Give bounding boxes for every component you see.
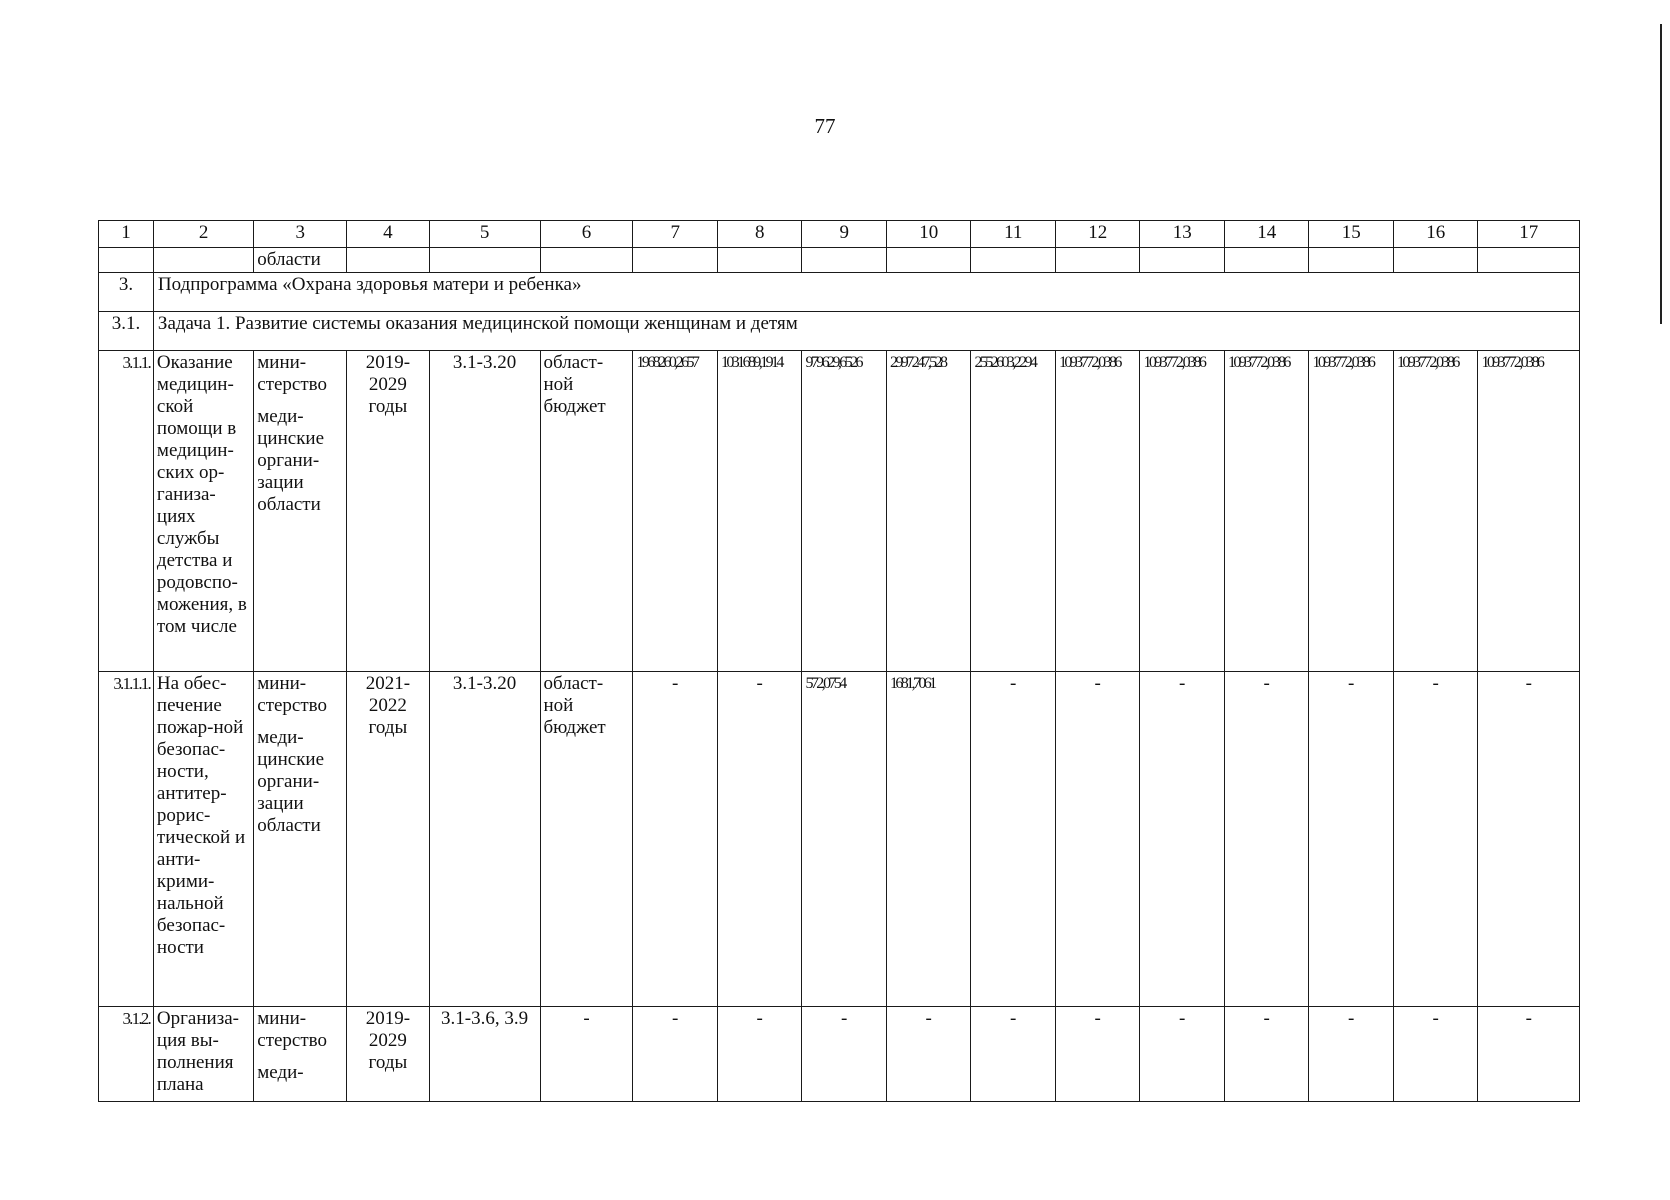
value-cell: 2997247,528 <box>886 351 971 672</box>
period: 2019-2029 годы <box>347 1007 429 1102</box>
value-cell: 1093772,0386 <box>1478 351 1580 672</box>
funding-source: област-ной бюджет <box>540 351 633 672</box>
value-cell: 1093772,0386 <box>1224 351 1309 672</box>
column-header: 6 <box>540 221 633 248</box>
column-header: 5 <box>429 221 540 248</box>
value-cell: - <box>633 1007 718 1102</box>
column-header: 1 <box>99 221 154 248</box>
executor-organizations: меди-цинские органи-зации области <box>257 406 325 515</box>
task-row <box>99 312 1580 351</box>
column-header: 7 <box>633 221 718 248</box>
value-cell: - <box>1055 672 1140 1007</box>
value-cell: 1093772,0386 <box>1140 351 1225 672</box>
funding-source: област-ной бюджет <box>540 672 633 1007</box>
indicators: 3.1-3.20 <box>429 351 540 672</box>
value-cell: - <box>802 1007 887 1102</box>
column-header: 9 <box>802 221 887 248</box>
executor-cell <box>254 351 347 672</box>
program-table <box>98 220 1580 1102</box>
value-cell: - <box>1393 1007 1478 1102</box>
executor-ministry: мини-стерство <box>257 352 328 395</box>
table-row <box>99 1007 1580 1102</box>
value-cell: 1968260,2657 <box>633 351 718 672</box>
row-number: 3.1.1.1. <box>99 672 154 1007</box>
page-number: 77 <box>814 114 836 138</box>
row-number: 3.1.1. <box>99 351 154 672</box>
value-cell: 2552603,2294 <box>971 351 1056 672</box>
value-cell: - <box>1224 1007 1309 1102</box>
value-cell: 1681,7061 <box>886 672 971 1007</box>
executor-ministry: мини-стерство <box>257 673 328 716</box>
column-header: 16 <box>1393 221 1478 248</box>
value-cell: - <box>717 1007 802 1102</box>
executor-ministry: мини-стерство <box>257 1008 328 1051</box>
executor-organizations: меди-цинские органи-зации области <box>257 727 325 836</box>
continuation-row <box>99 248 1580 273</box>
column-header: 17 <box>1478 221 1580 248</box>
period: 2021-2022 годы <box>347 672 429 1007</box>
column-header: 2 <box>153 221 253 248</box>
activity-name: На обес-печение пожар-ной безопас-ности, антитер-рорис-тической и анти-крими-нальной безопас-ности <box>153 672 253 1007</box>
column-header: 10 <box>886 221 971 248</box>
value-cell: - <box>886 1007 971 1102</box>
executor-cell <box>254 672 347 1007</box>
task-title: Задача 1. Развитие системы оказания медицинской помощи женщинам и детям <box>153 312 1579 351</box>
indicators: 3.1-3.20 <box>429 672 540 1007</box>
period: 2019-2029 годы <box>347 351 429 672</box>
value-cell: 1093772,0386 <box>1309 351 1394 672</box>
value-cell: - <box>717 672 802 1007</box>
task-number: 3.1. <box>99 312 154 351</box>
column-header: 15 <box>1309 221 1394 248</box>
funding-source: - <box>540 1007 633 1102</box>
row-number: 3.1.2. <box>99 1007 154 1102</box>
value-cell: - <box>1055 1007 1140 1102</box>
value-cell: - <box>1309 672 1394 1007</box>
value-cell: - <box>1478 1007 1580 1102</box>
scan-edge-line <box>1660 24 1662 324</box>
column-header: 13 <box>1140 221 1225 248</box>
value-cell: 979629,6526 <box>802 351 887 672</box>
activity-name: Оказание медицин-ской помощи в медицин-ских ор-ганиза-циях службы детства и родовспо-можения, в том числе <box>153 351 253 672</box>
table-row <box>99 672 1580 1007</box>
section-title: Подпрограмма «Охрана здоровья матери и ребенка» <box>153 273 1579 312</box>
column-header: 3 <box>254 221 347 248</box>
column-header: 11 <box>971 221 1056 248</box>
activity-name: Организа-ция вы-полнения плана <box>153 1007 253 1102</box>
column-header: 4 <box>347 221 429 248</box>
section-row <box>99 273 1580 312</box>
value-cell: 572,0754 <box>802 672 887 1007</box>
value-cell: - <box>1224 672 1309 1007</box>
value-cell: 1031689,1914 <box>717 351 802 672</box>
column-header: 12 <box>1055 221 1140 248</box>
executor-cell <box>254 1007 347 1102</box>
value-cell: - <box>1393 672 1478 1007</box>
section-number: 3. <box>99 273 154 312</box>
table-row <box>99 351 1580 672</box>
indicators: 3.1-3.6, 3.9 <box>429 1007 540 1102</box>
value-cell: - <box>1140 672 1225 1007</box>
value-cell: - <box>1309 1007 1394 1102</box>
value-cell: - <box>1478 672 1580 1007</box>
value-cell: - <box>971 672 1056 1007</box>
value-cell: - <box>971 1007 1056 1102</box>
value-cell: 1093772,0386 <box>1393 351 1478 672</box>
column-header: 14 <box>1224 221 1309 248</box>
value-cell: - <box>1140 1007 1225 1102</box>
continuation-cell: области <box>254 248 347 273</box>
executor-organizations: меди- <box>257 1062 304 1083</box>
column-number-row <box>99 221 1580 248</box>
value-cell: - <box>633 672 718 1007</box>
value-cell: 1093772,0386 <box>1055 351 1140 672</box>
column-header: 8 <box>717 221 802 248</box>
